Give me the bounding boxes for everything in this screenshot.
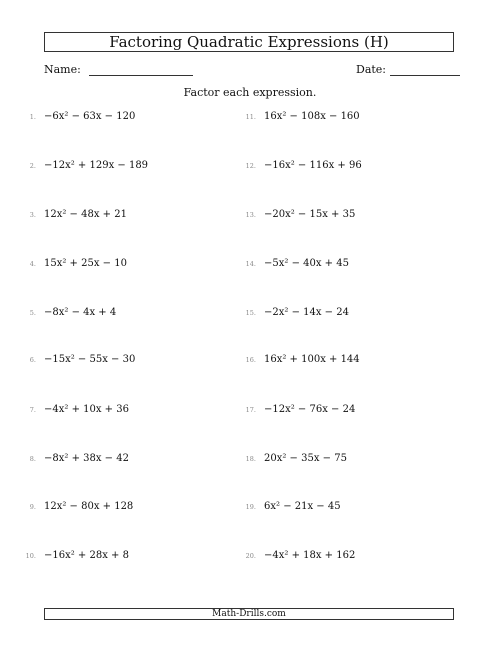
problem-expression: −12x² + 129x − 189 <box>44 160 149 171</box>
problem-number: 12. <box>245 162 256 170</box>
problem-item <box>20 354 135 365</box>
problem-number: 16. <box>245 356 256 364</box>
problem-expression: −6x² − 63x − 120 <box>44 111 136 122</box>
problem-expression: −4x² + 18x + 162 <box>264 550 356 561</box>
problem-expression: 12x² − 48x + 21 <box>44 209 127 220</box>
problem-number: 4. <box>29 260 36 268</box>
problem-item <box>240 501 341 512</box>
problem-number: 2. <box>29 162 36 170</box>
problem-item <box>20 258 127 269</box>
problem-number: 5. <box>29 309 36 317</box>
problem-expression: −8x² − 4x + 4 <box>44 307 117 318</box>
problem-item <box>240 111 360 122</box>
problem-expression: −5x² − 40x + 45 <box>264 258 349 269</box>
problem-item <box>240 550 355 561</box>
problem-number: 1. <box>29 113 36 121</box>
date-blank-line <box>390 64 460 76</box>
problem-number: 9. <box>29 503 36 511</box>
problem-number: 8. <box>29 455 36 463</box>
date-field <box>356 63 460 76</box>
name-field <box>44 63 193 76</box>
problem-expression: 15x² + 25x − 10 <box>44 258 127 269</box>
problem-item <box>20 111 135 122</box>
problem-item <box>20 209 127 220</box>
problem-item <box>20 160 148 171</box>
problem-number: 14. <box>245 260 256 268</box>
problem-expression: −20x² − 15x + 35 <box>264 209 356 220</box>
problem-item <box>20 501 133 512</box>
footer-site-name: Math-Drills.com <box>212 608 286 619</box>
problem-expression: −4x² + 10x + 36 <box>44 404 129 415</box>
problem-expression: 20x² − 35x − 75 <box>264 453 347 464</box>
problem-item <box>20 453 129 464</box>
footer-box <box>44 608 454 620</box>
problem-item <box>240 160 362 171</box>
worksheet-title: Factoring Quadratic Expressions (H) <box>109 32 389 51</box>
problem-expression: −8x² + 38x − 42 <box>44 453 129 464</box>
problem-expression: 16x² + 100x + 144 <box>264 354 360 365</box>
problem-item <box>20 404 129 415</box>
name-blank-line <box>89 64 193 76</box>
problem-number: 20. <box>245 552 256 560</box>
worksheet-title-box <box>44 32 454 52</box>
problem-number: 13. <box>245 211 256 219</box>
date-label: Date: <box>356 63 387 76</box>
problem-item <box>240 404 355 415</box>
problem-expression: 6x² − 21x − 45 <box>264 501 341 512</box>
problem-number: 19. <box>245 503 256 511</box>
problem-item <box>20 550 129 561</box>
problem-expression: −2x² − 14x − 24 <box>264 307 349 318</box>
problem-item <box>240 258 349 269</box>
problem-item <box>240 453 347 464</box>
problem-expression: −16x² − 116x + 96 <box>264 160 362 171</box>
problem-item <box>240 209 355 220</box>
problem-item <box>240 354 360 365</box>
problem-expression: 12x² − 80x + 128 <box>44 501 134 512</box>
problem-expression: −12x² − 76x − 24 <box>264 404 356 415</box>
problem-item <box>20 307 116 318</box>
problem-item <box>240 307 349 318</box>
problem-number: 17. <box>245 406 256 414</box>
instructions: Factor each expression. <box>183 86 317 99</box>
problem-number: 10. <box>25 552 36 560</box>
problem-expression: −16x² + 28x + 8 <box>44 550 129 561</box>
problem-number: 7. <box>29 406 36 414</box>
problem-number: 18. <box>245 455 256 463</box>
problem-number: 11. <box>245 113 256 121</box>
problem-number: 6. <box>29 356 36 364</box>
problem-expression: 16x² − 108x − 160 <box>264 111 360 122</box>
problem-number: 15. <box>245 309 256 317</box>
name-label: Name: <box>44 63 81 76</box>
problem-number: 3. <box>29 211 36 219</box>
problem-expression: −15x² − 55x − 30 <box>44 354 136 365</box>
